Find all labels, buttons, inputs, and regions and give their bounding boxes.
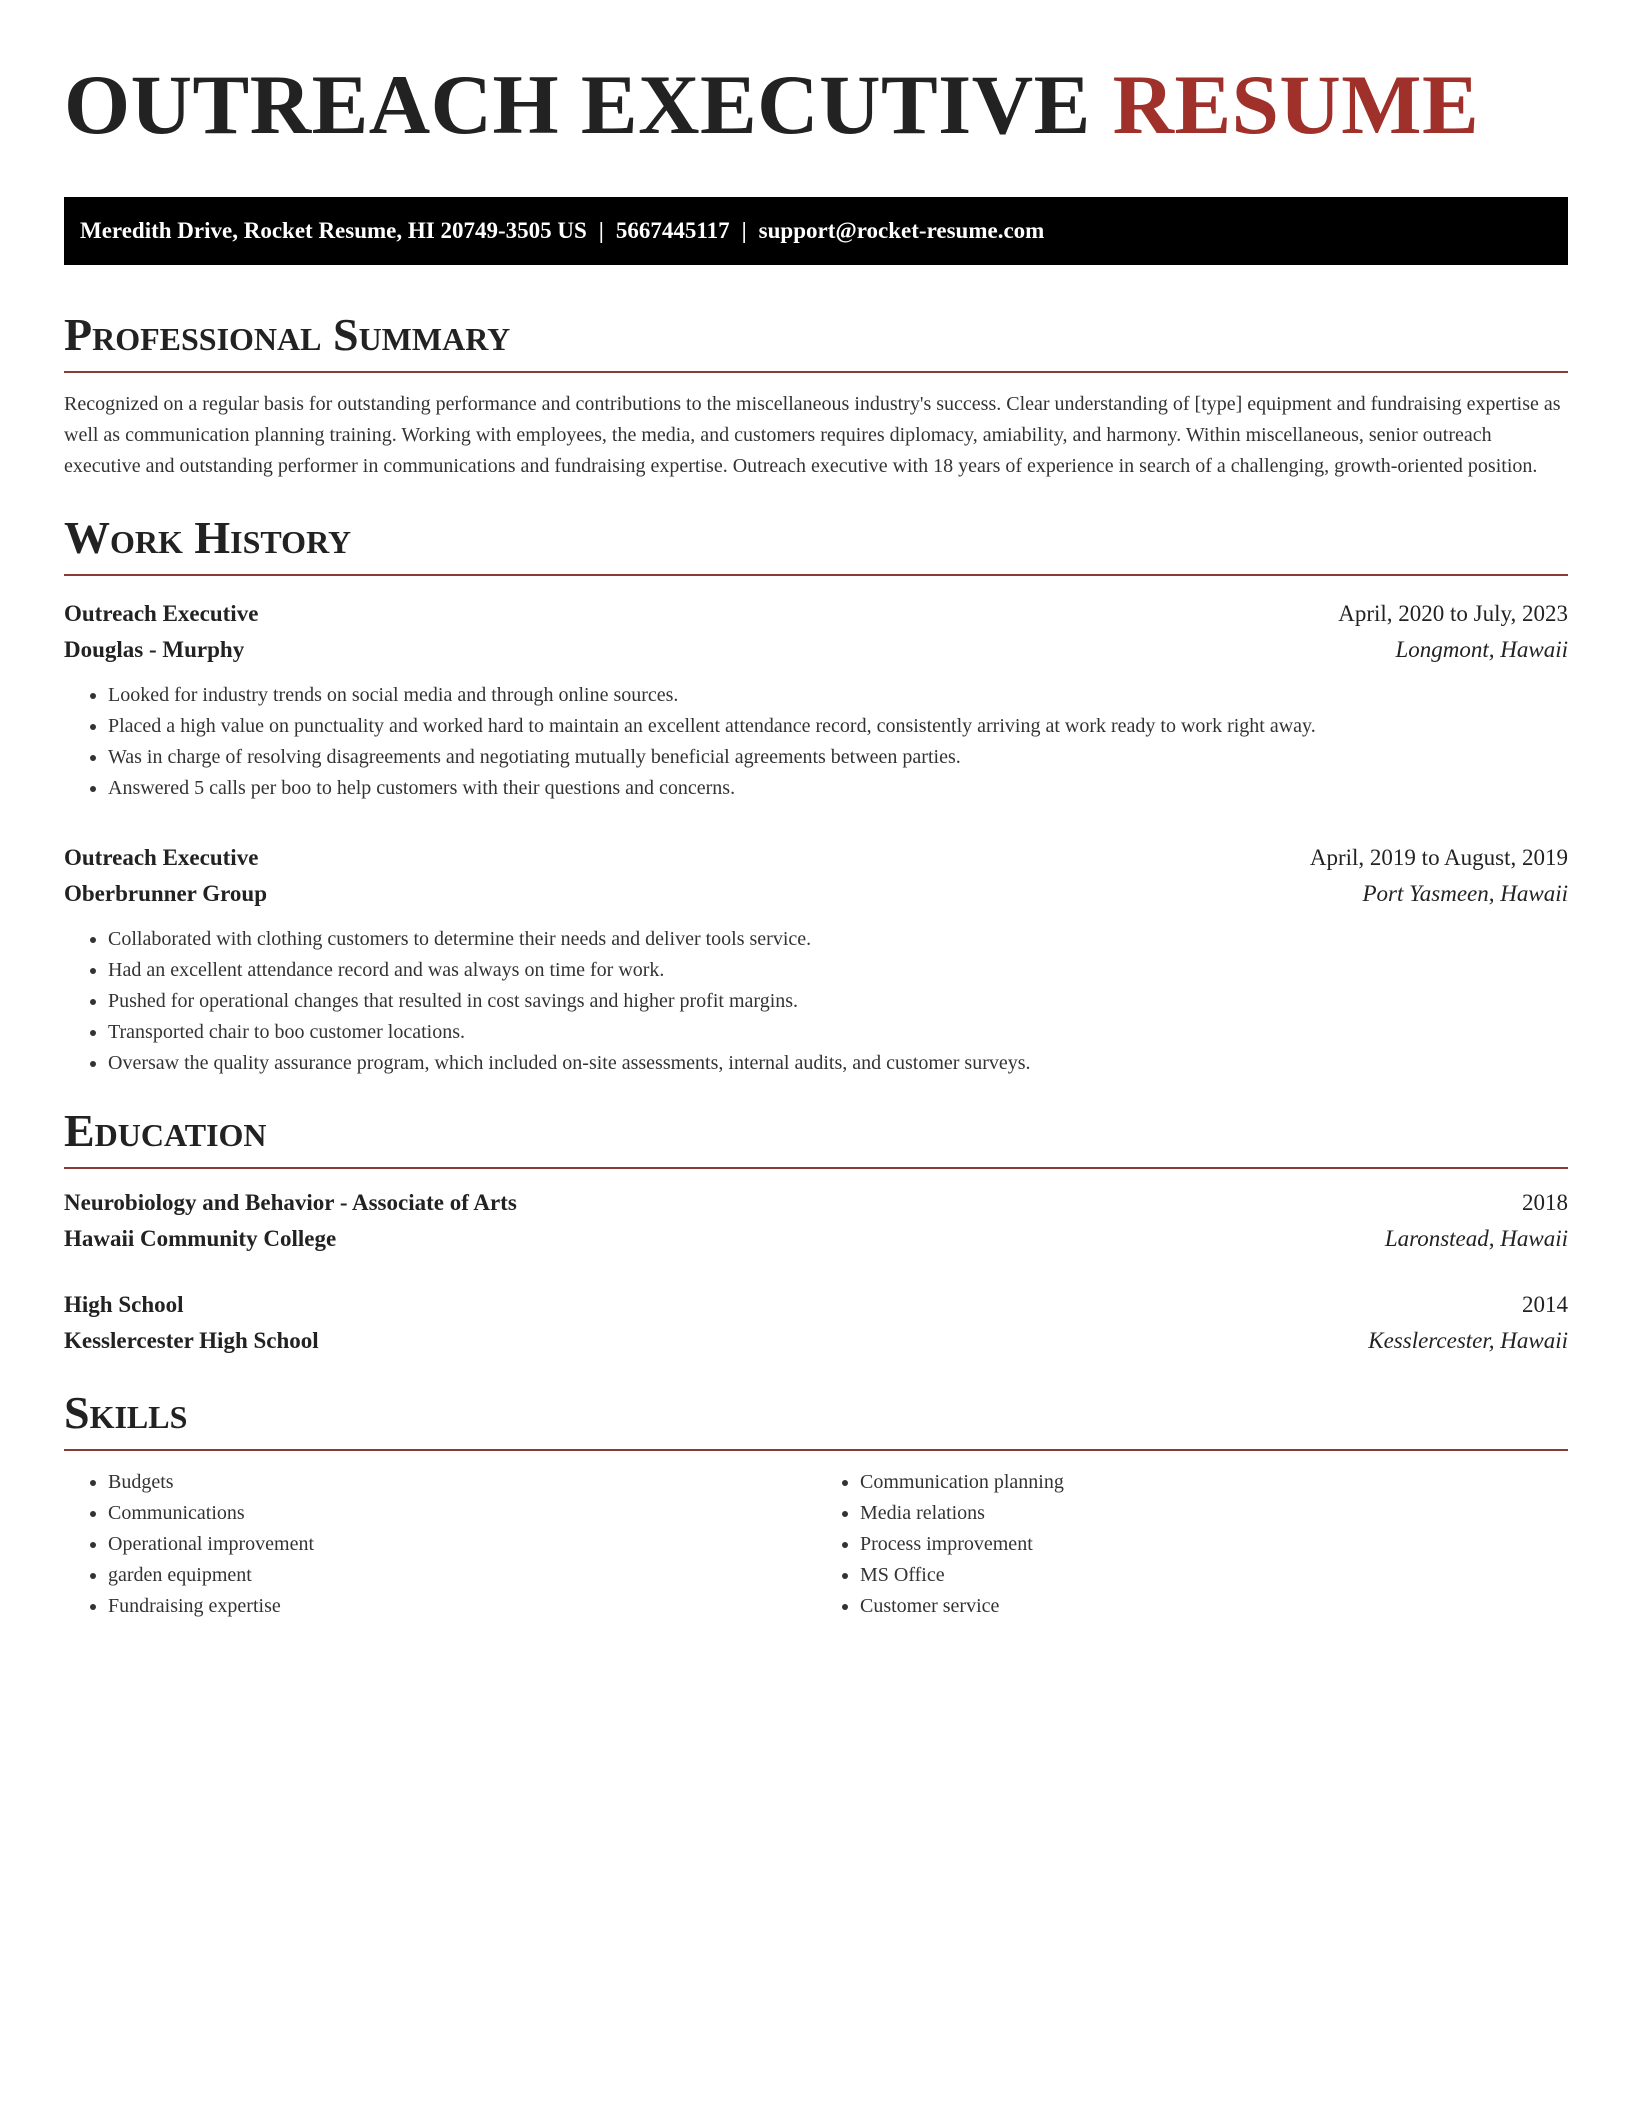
job-entry [64, 596, 1568, 804]
title-accent: RESUME [1112, 58, 1480, 152]
degree: Neurobiology and Behavior - Associate of Arts [64, 1190, 517, 1215]
job-title-row [64, 840, 1568, 876]
education-heading: Education [64, 1105, 1568, 1169]
job-company: Oberbrunner Group [64, 881, 267, 906]
school-row [64, 1221, 1568, 1257]
degree-row [64, 1287, 1568, 1323]
job-bullet: • Answered 5 calls per boo to help customers with their questions and concerns. [108, 773, 1568, 804]
job-bullet: • Had an excellent attendance record and was always on time for work. [108, 955, 1568, 986]
skills-column-left [64, 1467, 816, 1622]
title-main: OUTREACH EXECUTIVE [64, 58, 1091, 152]
school-row [64, 1323, 1568, 1359]
summary-heading: Professional Summary [64, 309, 1568, 373]
skills-list [64, 1467, 1568, 1622]
skill-item: • Budgets [108, 1467, 816, 1498]
contact-separator: | [741, 218, 747, 243]
skills-heading: Skills [64, 1387, 1568, 1451]
skill-item: • Process improvement [860, 1529, 1568, 1560]
school: Kesslercester High School [64, 1328, 319, 1353]
job-bullet: • Pushed for operational changes that resulted in cost savings and higher profit margins. [108, 986, 1568, 1017]
skill-item: • Media relations [860, 1498, 1568, 1529]
education-entry [64, 1287, 1568, 1359]
contact-separator: | [598, 218, 604, 243]
skill-item: • garden equipment [108, 1560, 816, 1591]
job-company-row [64, 632, 1568, 668]
job-bullet: • Oversaw the quality assurance program, which included on-site assessments, internal audits, and customer surveys. [108, 1048, 1568, 1079]
job-company: Douglas - Murphy [64, 637, 245, 662]
resume-title [64, 55, 1568, 155]
school-location: Laronstead, Hawaii [1384, 1226, 1568, 1251]
job-title: Outreach Executive [64, 845, 259, 870]
graduation-year: 2018 [1522, 1190, 1568, 1215]
degree-row [64, 1185, 1568, 1221]
job-entry [64, 840, 1568, 1079]
contact-email: support@rocket-resume.com [758, 218, 1045, 243]
school: Hawaii Community College [64, 1226, 337, 1251]
skill-item: • Communication planning [860, 1467, 1568, 1498]
skill-item: • Communications [108, 1498, 816, 1529]
job-title-row [64, 596, 1568, 632]
job-dates: April, 2019 to August, 2019 [1309, 845, 1568, 870]
skill-item: • Operational improvement [108, 1529, 816, 1560]
school-location: Kesslercester, Hawaii [1368, 1328, 1568, 1353]
contact-address: Meredith Drive, Rocket Resume, HI 20749-3505 US [80, 218, 587, 243]
job-dates: April, 2020 to July, 2023 [1338, 601, 1568, 626]
job-company-row [64, 876, 1568, 912]
summary-text: Recognized on a regular basis for outstanding performance and contributions to the miscellaneous industry's success. Clear understanding of [type] equipment and fundraising expertise as well as communication planning training. Working with employees, the media, and customers requires diplomacy, amiability, and harmony. Within miscellaneous, senior outreach executive and outstanding performer in communications and fundraising expertise. Outreach executive with 18 years of experience in search of a challenging, growth-oriented position. [64, 393, 1561, 477]
skill-item: • MS Office [860, 1560, 1568, 1591]
job-location: Port Yasmeen, Hawaii [1362, 881, 1568, 906]
job-bullet: • Collaborated with clothing customers to determine their needs and deliver tools service. [108, 924, 1568, 955]
job-bullet: • Placed a high value on punctuality and worked hard to maintain an excellent attendance record, consistently arriving at work ready to work right away. [108, 711, 1568, 742]
job-bullets [64, 924, 1568, 1079]
job-title: Outreach Executive [64, 601, 259, 626]
job-bullets [64, 680, 1568, 804]
work-history-heading: Work History [64, 512, 1568, 576]
degree: High School [64, 1292, 184, 1317]
education-entry [64, 1185, 1568, 1257]
job-location: Longmont, Hawaii [1395, 637, 1568, 662]
job-bullet: • Was in charge of resolving disagreements and negotiating mutually beneficial agreements between parties. [108, 742, 1568, 773]
skill-item: • Customer service [860, 1591, 1568, 1622]
contact-bar [64, 197, 1568, 265]
skills-column-right [816, 1467, 1568, 1622]
job-bullet: • Looked for industry trends on social media and through online sources. [108, 680, 1568, 711]
job-bullet: • Transported chair to boo customer locations. [108, 1017, 1568, 1048]
graduation-year: 2014 [1522, 1292, 1568, 1317]
contact-phone: 5667445117 [615, 218, 730, 243]
skill-item: • Fundraising expertise [108, 1591, 816, 1622]
